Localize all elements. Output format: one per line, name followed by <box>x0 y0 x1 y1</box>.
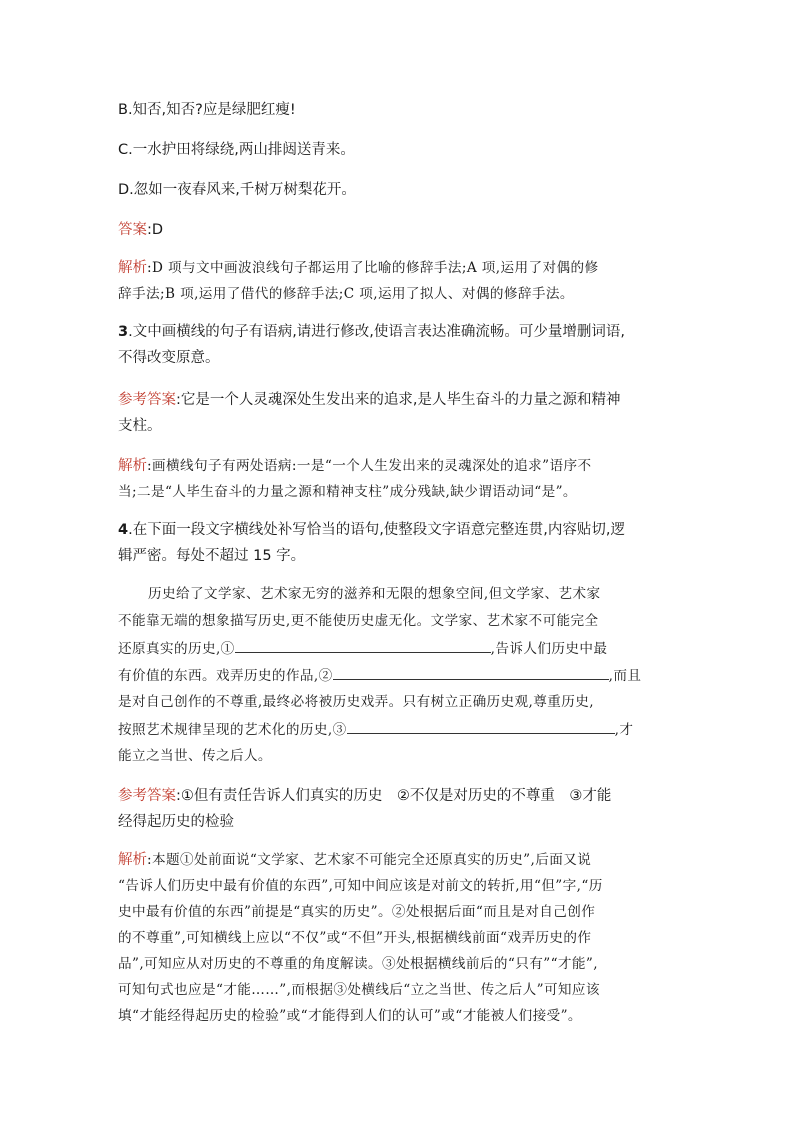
analysis-label: 解析 <box>118 260 147 276</box>
q3-question-line-2: 不得改变原意。 <box>118 350 220 366</box>
q4-reference-line-2: 经得起历史的检验 <box>118 814 234 830</box>
passage-line-2: 不能靠无端的想象描写历史,更不能使历史虚无化。文学家、艺术家不可能完全 <box>118 613 599 629</box>
q4-analysis-line-3: 史中最有价值的东西”前提是“真实的历史”。②处根据后面“而且是对自己创作 <box>118 904 596 920</box>
passage-line-3: 还原真实的历史,① ,告诉人们历史中最 <box>118 638 607 659</box>
answer-text: :D <box>147 222 164 238</box>
q4-analysis-line-4: 的不尊重”,可知横线上应以“不仅”或“不但”开头,根据横线前面“戏弄历史的作 <box>118 930 592 946</box>
reference-answer-label: 参考答案 <box>118 788 176 804</box>
analysis-label: 解析 <box>118 852 147 868</box>
option-c: C.一水护田将绿绕,两山排闼送青来。 <box>118 142 355 158</box>
answer-label: 答案 <box>118 222 147 238</box>
passage-line-6: 按照艺术规律呈现的艺术化的历史,③ ,才 <box>118 719 633 740</box>
q4-analysis-line-5: 品”,可知应从对历史的不尊重的角度解读。③处根据横线前后的“只有”“才能”, <box>118 956 598 972</box>
analysis-label: 解析 <box>118 458 147 474</box>
reference-answer-label: 参考答案 <box>118 392 176 408</box>
q4-analysis-line-2: “告诉人们历史中最有价值的东西”,可知中间应该是对前文的转折,用“但”字,“历 <box>118 878 603 894</box>
passage-line-7: 能立之当世、传之后人。 <box>118 748 272 764</box>
option-b: B.知否,知否?应是绿肥红瘦! <box>118 102 296 118</box>
q2-answer <box>118 220 163 240</box>
option-d: D.忽如一夜春风来,千树万树梨花开。 <box>118 182 356 198</box>
passage-line-5: 是对自己创作的不尊重,最终必将被历史戏弄。只有树立正确历史观,尊重历史, <box>118 694 594 710</box>
q3-analysis-line-2: 当;二是“人毕生奋斗的力量之源和精神支柱”成分残缺,缺少谓语动词“是”。 <box>118 484 577 500</box>
q3-analysis-line-1: 解析:画横线句子有两处语病:一是“一个人生发出来的灵魂深处的追求”语序不 <box>118 458 592 474</box>
q4-question-line-1: 4.在下面一段文字横线处补写恰当的语句,使整段文字语意完整连贯,内容贴切,逻 <box>118 522 626 538</box>
q4-reference-line-1: 参考答案:①但有责任告诉人们真实的历史 ②不仅是对历史的不尊重 ③才能 <box>118 788 612 804</box>
q4-analysis-line-1: 解析:本题①处前面说“文学家、艺术家不可能完全还原真实的历史”,后面又说 <box>118 852 592 868</box>
passage-line-4: 有价值的东西。戏弄历史的作品,② ,而且 <box>118 665 641 686</box>
passage-line-1: 历史给了文学家、艺术家无穷的滋养和无限的想象空间,但文学家、艺术家 <box>148 586 601 602</box>
question-number: 4 <box>118 522 129 538</box>
blank-2 <box>333 665 609 680</box>
blank-1 <box>235 638 491 653</box>
blank-3 <box>347 719 615 734</box>
q2-analysis-line-2: 辞手法;B 项,运用了借代的修辞手法;C 项,运用了拟人、对偶的修辞手法。 <box>118 286 574 302</box>
q3-reference-line-1: 参考答案:它是一个人灵魂深处生发出来的追求,是人毕生奋斗的力量之源和精神 <box>118 392 621 408</box>
q3-question-line-1: 3.文中画横线的句子有语病,请进行修改,使语言表达准确流畅。可少量增删词语, <box>118 324 626 340</box>
q2-analysis-line-1: 解析:D 项与文中画波浪线句子都运用了比喻的修辞手法;A 项,运用了对偶的修 <box>118 260 599 276</box>
q4-analysis-line-6: 可知句式也应是“才能……”,而根据③处横线后“立之当世、传之后人”可知应该 <box>118 982 600 998</box>
question-number: 3 <box>118 324 129 340</box>
q4-question-line-2: 辑严密。每处不超过 15 字。 <box>118 548 306 564</box>
q3-reference-line-2: 支柱。 <box>118 418 162 434</box>
q4-analysis-line-7: 填“才能经得起历史的检验”或“才能得到人们的认可”或“才能被人们接受”。 <box>118 1008 582 1024</box>
